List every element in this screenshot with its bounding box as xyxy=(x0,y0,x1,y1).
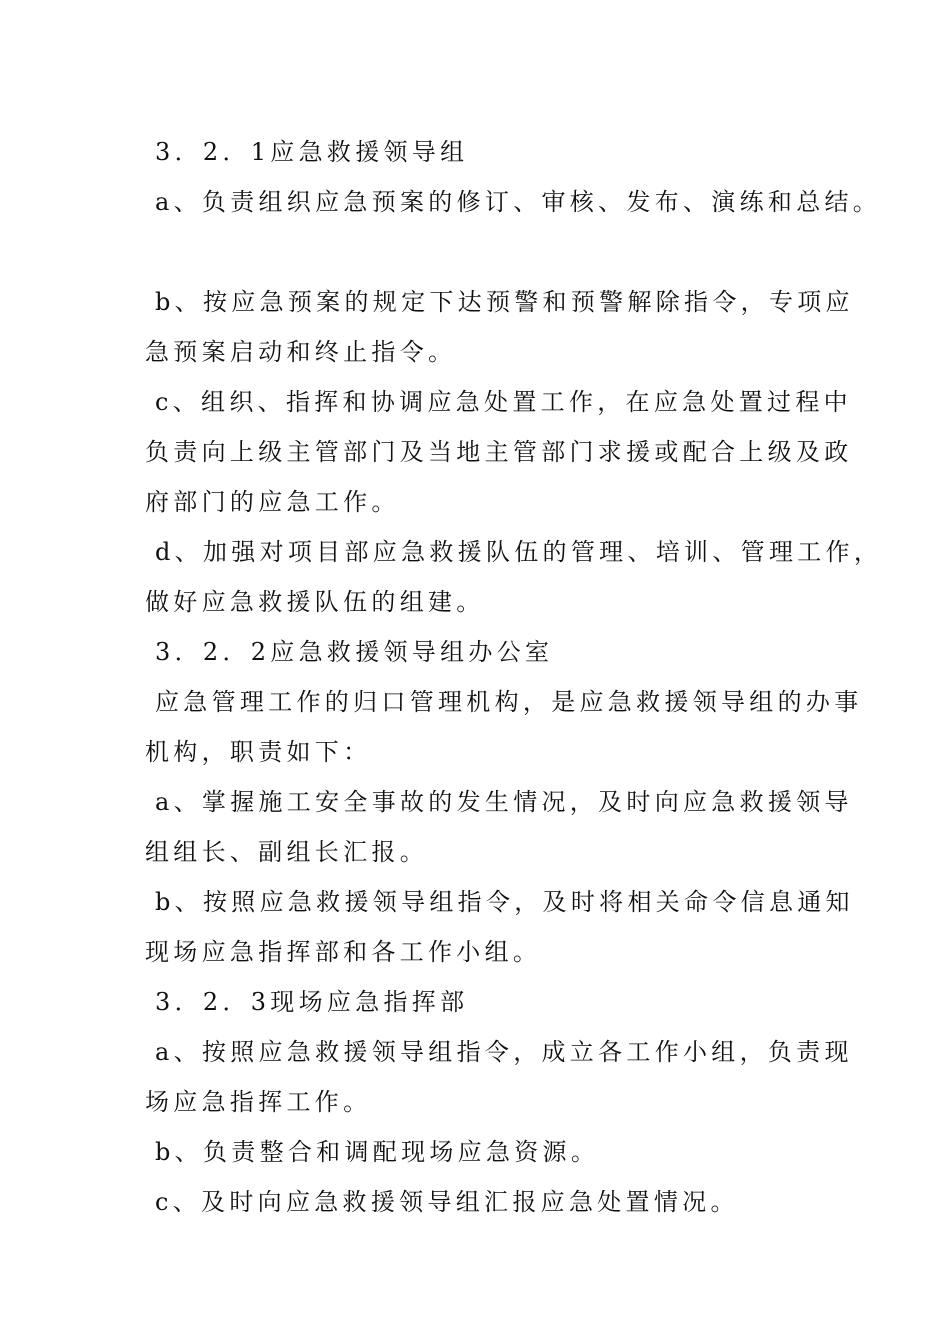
paragraph-line: b、按照应急救援领导组指令，及时将相关命令信息通知 xyxy=(155,888,854,916)
paragraph-line: 机构，职责如下： xyxy=(145,738,372,766)
paragraph-line: d、加强对项目部应急救援队伍的管理、培训、管理工作， xyxy=(155,538,883,566)
paragraph-line: 应急管理工作的归口管理机构，是应急救援领导组的办事 xyxy=(155,688,863,716)
paragraph-line: 府部门的应急工作。 xyxy=(145,488,400,516)
paragraph-line: 负责向上级主管部门及当地主管部门求援或配合上级及政 xyxy=(145,438,853,466)
paragraph-line: 现场应急指挥部和各工作小组。 xyxy=(145,938,542,966)
paragraph-line: a、掌握施工安全事故的发生情况，及时向应急救援领导 xyxy=(155,788,853,816)
paragraph-line: c、及时向应急救援领导组汇报应急处置情况。 xyxy=(155,1188,739,1216)
paragraph-line: b、按应急预案的规定下达预警和预警解除指令，专项应 xyxy=(155,288,854,316)
paragraph-line: a、负责组织应急预案的修订、审核、发布、演练和总结。 xyxy=(155,188,882,216)
section-heading-3-2-3: 3．2．3现场应急指挥部 xyxy=(155,988,469,1016)
paragraph-line: 场应急指挥工作。 xyxy=(145,1088,372,1116)
paragraph-line: a、按照应急救援领导组指令，成立各工作小组，负责现 xyxy=(155,1038,853,1066)
paragraph-line: c、组织、指挥和协调应急处置工作，在应急处置过程中 xyxy=(155,388,852,416)
paragraph-line: 急预案启动和终止指令。 xyxy=(145,338,457,366)
section-heading-3-2-1: 3．2．1应急救援领导组 xyxy=(155,138,469,166)
section-heading-3-2-2: 3．2．2应急救援领导组办公室 xyxy=(155,638,554,666)
paragraph-line: 组组长、副组长汇报。 xyxy=(145,838,428,866)
paragraph-line: b、负责整合和调配现场应急资源。 xyxy=(155,1138,600,1166)
paragraph-line: 做好应急救援队伍的组建。 xyxy=(145,588,485,616)
